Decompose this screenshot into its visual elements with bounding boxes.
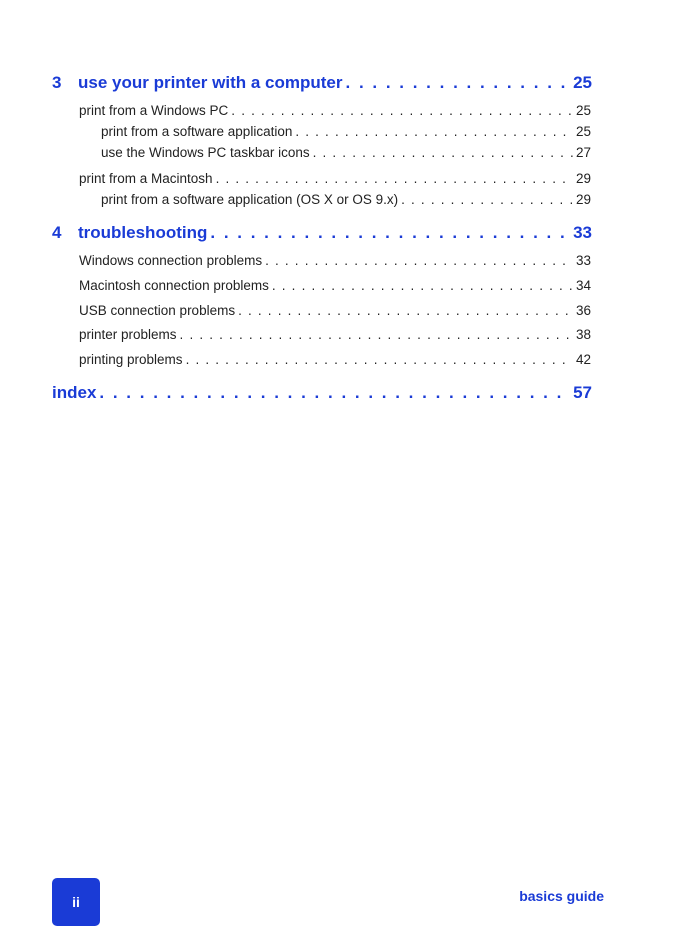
dot-leader bbox=[346, 73, 571, 93]
toc-entry-printing-problems[interactable] bbox=[79, 352, 591, 367]
dot-leader bbox=[401, 192, 573, 207]
page-number: 34 bbox=[575, 278, 591, 293]
entry-title: print from a Macintosh bbox=[79, 171, 213, 186]
footer-page-number-tab: ii bbox=[52, 878, 100, 926]
toc-entry-macintosh-connection-problems[interactable] bbox=[79, 278, 591, 293]
entry-title: use the Windows PC taskbar icons bbox=[101, 145, 310, 160]
entry-title: print from a software application (OS X or OS 9.x) bbox=[101, 192, 399, 207]
toc-entry-windows-connection-problems[interactable] bbox=[79, 253, 591, 268]
page-number: 29 bbox=[575, 192, 591, 207]
entry-title: USB connection problems bbox=[79, 303, 236, 318]
footer-book-title: basics guide bbox=[519, 888, 604, 904]
dot-leader bbox=[210, 223, 570, 243]
dot-leader bbox=[295, 124, 573, 139]
toc-chapter-4[interactable] bbox=[52, 223, 592, 243]
toc-entry-print-from-macintosh[interactable] bbox=[79, 171, 591, 186]
page-number: 25 bbox=[573, 73, 592, 92]
dot-leader bbox=[99, 383, 570, 403]
toc-entry-print-from-software-application-osx[interactable] bbox=[101, 192, 591, 207]
entry-title: print from a Windows PC bbox=[79, 103, 229, 118]
dot-leader bbox=[180, 327, 573, 342]
dot-leader bbox=[272, 278, 573, 293]
dot-leader bbox=[313, 145, 573, 160]
page-number: 25 bbox=[575, 103, 591, 118]
index-title: index bbox=[52, 383, 97, 402]
toc-entry-taskbar-icons[interactable] bbox=[101, 145, 591, 160]
toc-entry-usb-connection-problems[interactable] bbox=[79, 303, 591, 318]
page-number: 25 bbox=[575, 124, 591, 139]
page-number: 42 bbox=[575, 352, 591, 367]
page-number: 36 bbox=[575, 303, 591, 318]
dot-leader bbox=[186, 352, 573, 367]
chapter-number: 3 bbox=[52, 73, 62, 92]
entry-title: Macintosh connection problems bbox=[79, 278, 269, 293]
dot-leader bbox=[238, 303, 573, 318]
page-number: 33 bbox=[575, 253, 591, 268]
page-number: 33 bbox=[573, 223, 592, 242]
toc-entry-print-from-windows-pc[interactable] bbox=[79, 103, 591, 118]
entry-title: printing problems bbox=[79, 352, 183, 367]
dot-leader bbox=[231, 103, 573, 118]
toc-entry-printer-problems[interactable] bbox=[79, 327, 591, 342]
dot-leader bbox=[265, 253, 573, 268]
entry-title: Windows connection problems bbox=[79, 253, 263, 268]
entry-title: print from a software application bbox=[101, 124, 293, 139]
page-number: 57 bbox=[573, 383, 592, 402]
toc-chapter-3[interactable] bbox=[52, 73, 592, 93]
dot-leader bbox=[216, 171, 573, 186]
page-number: 38 bbox=[575, 327, 591, 342]
toc-index[interactable] bbox=[52, 383, 592, 403]
chapter-number: 4 bbox=[52, 223, 62, 242]
chapter-title: troubleshooting bbox=[78, 223, 208, 242]
page-number: 29 bbox=[575, 171, 591, 186]
toc-entry-print-from-software-application[interactable] bbox=[101, 124, 591, 139]
entry-title: printer problems bbox=[79, 327, 177, 342]
chapter-title: use your printer with a computer bbox=[78, 73, 343, 92]
page-number: 27 bbox=[575, 145, 591, 160]
